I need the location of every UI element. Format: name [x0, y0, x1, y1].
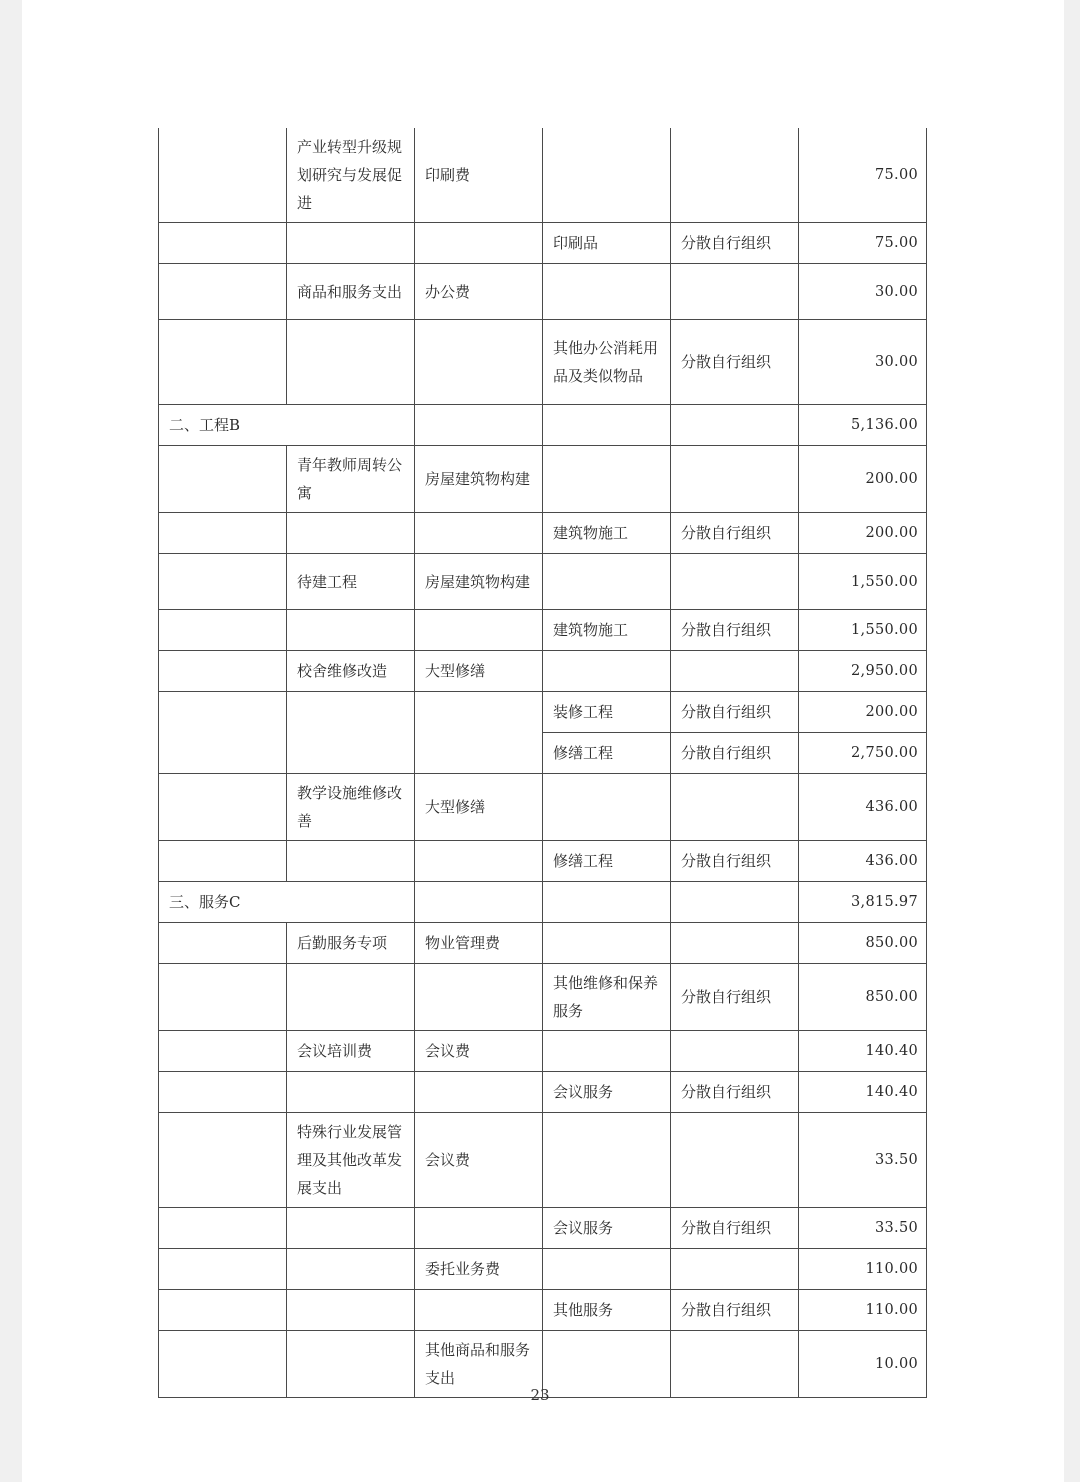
method-cell: 分散自行组织: [671, 964, 799, 1031]
item-cell: 其他维修和保养服务: [543, 964, 671, 1031]
method-cell: [671, 1031, 799, 1072]
project-cell: [287, 223, 415, 264]
table-row: [159, 405, 927, 446]
expense-type-cell: [415, 692, 543, 774]
project-cell: 会议培训费: [287, 1031, 415, 1072]
section-heading-cell: 三、服务C: [159, 882, 415, 923]
expense-type-cell: [415, 320, 543, 405]
amount-cell: 10.00: [799, 1331, 927, 1398]
table-row: [159, 651, 927, 692]
scan-margin-right: [1064, 0, 1080, 1482]
item-cell: [543, 651, 671, 692]
table-row: [159, 554, 927, 610]
amount-cell: 200.00: [799, 513, 927, 554]
page-number: 23: [530, 1386, 550, 1404]
amount-cell: 140.40: [799, 1031, 927, 1072]
item-cell: 其他办公消耗用品及类似物品: [543, 320, 671, 405]
amount-cell: 436.00: [799, 841, 927, 882]
category-cell: [159, 841, 287, 882]
procurement-table-wrapper: [158, 128, 926, 1398]
table-row: [159, 1208, 927, 1249]
category-cell: [159, 446, 287, 513]
method-cell: [671, 264, 799, 320]
method-cell: [671, 923, 799, 964]
scan-margin-left: [0, 0, 22, 1482]
amount-cell: 110.00: [799, 1249, 927, 1290]
expense-type-cell: [415, 882, 543, 923]
amount-cell: 200.00: [799, 692, 927, 733]
item-cell: 修缮工程: [543, 733, 671, 774]
amount-cell: 3,815.97: [799, 882, 927, 923]
method-cell: [671, 651, 799, 692]
item-cell: 会议服务: [543, 1072, 671, 1113]
method-cell: 分散自行组织: [671, 223, 799, 264]
method-cell: [671, 882, 799, 923]
method-cell: [671, 1249, 799, 1290]
project-cell: [287, 610, 415, 651]
table-row: [159, 692, 927, 733]
table-row: [159, 1113, 927, 1208]
project-cell: [287, 1208, 415, 1249]
expense-type-cell: [415, 964, 543, 1031]
item-cell: [543, 554, 671, 610]
amount-cell: 30.00: [799, 264, 927, 320]
method-cell: [671, 774, 799, 841]
method-cell: [671, 128, 799, 223]
item-cell: [543, 1113, 671, 1208]
expense-type-cell: [415, 223, 543, 264]
expense-type-cell: 大型修缮: [415, 774, 543, 841]
category-cell: [159, 610, 287, 651]
project-cell: [287, 1072, 415, 1113]
amount-cell: 75.00: [799, 128, 927, 223]
category-cell: [159, 223, 287, 264]
item-cell: 修缮工程: [543, 841, 671, 882]
method-cell: 分散自行组织: [671, 1208, 799, 1249]
project-cell: 特殊行业发展管理及其他改革发展支出: [287, 1113, 415, 1208]
method-cell: 分散自行组织: [671, 841, 799, 882]
expense-type-cell: 房屋建筑物构建: [415, 554, 543, 610]
table-row: [159, 774, 927, 841]
category-cell: [159, 513, 287, 554]
project-cell: 后勤服务专项: [287, 923, 415, 964]
category-cell: [159, 1208, 287, 1249]
item-cell: [543, 1249, 671, 1290]
table-row: [159, 882, 927, 923]
category-cell: [159, 1113, 287, 1208]
method-cell: 分散自行组织: [671, 733, 799, 774]
table-row: [159, 1031, 927, 1072]
category-cell: [159, 1072, 287, 1113]
table-row: [159, 923, 927, 964]
item-cell: [543, 774, 671, 841]
category-cell: [159, 964, 287, 1031]
table-row: [159, 1290, 927, 1331]
item-cell: 装修工程: [543, 692, 671, 733]
method-cell: [671, 1113, 799, 1208]
project-cell: 教学设施维修改善: [287, 774, 415, 841]
expense-type-cell: 委托业务费: [415, 1249, 543, 1290]
expense-type-cell: [415, 610, 543, 651]
amount-cell: 30.00: [799, 320, 927, 405]
table-row: [159, 1249, 927, 1290]
expense-type-cell: 印刷费: [415, 128, 543, 223]
section-heading-cell: 二、工程B: [159, 405, 415, 446]
expense-type-cell: 办公费: [415, 264, 543, 320]
amount-cell: 75.00: [799, 223, 927, 264]
category-cell: [159, 774, 287, 841]
method-cell: [671, 554, 799, 610]
item-cell: 建筑物施工: [543, 513, 671, 554]
project-cell: 待建工程: [287, 554, 415, 610]
project-cell: [287, 964, 415, 1031]
expense-type-cell: 大型修缮: [415, 651, 543, 692]
table-row: [159, 128, 927, 223]
expense-type-cell: 物业管理费: [415, 923, 543, 964]
category-cell: [159, 554, 287, 610]
amount-cell: 2,750.00: [799, 733, 927, 774]
item-cell: [543, 446, 671, 513]
method-cell: 分散自行组织: [671, 1290, 799, 1331]
amount-cell: 436.00: [799, 774, 927, 841]
project-cell: [287, 1249, 415, 1290]
expense-type-cell: [415, 513, 543, 554]
amount-cell: 850.00: [799, 923, 927, 964]
item-cell: [543, 923, 671, 964]
table-row: [159, 1072, 927, 1113]
category-cell: [159, 651, 287, 692]
item-cell: [543, 1031, 671, 1072]
amount-cell: 2,950.00: [799, 651, 927, 692]
category-cell: [159, 128, 287, 223]
category-cell: [159, 264, 287, 320]
method-cell: [671, 446, 799, 513]
project-cell: [287, 692, 415, 774]
project-cell: 青年教师周转公寓: [287, 446, 415, 513]
project-cell: [287, 1290, 415, 1331]
project-cell: [287, 320, 415, 405]
category-cell: [159, 1031, 287, 1072]
item-cell: [543, 264, 671, 320]
project-cell: [287, 513, 415, 554]
expense-type-cell: [415, 1290, 543, 1331]
expense-type-cell: [415, 405, 543, 446]
method-cell: 分散自行组织: [671, 1072, 799, 1113]
table-row: [159, 610, 927, 651]
method-cell: 分散自行组织: [671, 610, 799, 651]
item-cell: [543, 128, 671, 223]
amount-cell: 1,550.00: [799, 554, 927, 610]
amount-cell: 110.00: [799, 1290, 927, 1331]
item-cell: [543, 405, 671, 446]
item-cell: [543, 882, 671, 923]
expense-type-cell: [415, 1208, 543, 1249]
table-row: [159, 320, 927, 405]
category-cell: [159, 320, 287, 405]
expense-type-cell: [415, 841, 543, 882]
amount-cell: 850.00: [799, 964, 927, 1031]
project-cell: [287, 841, 415, 882]
amount-cell: 200.00: [799, 446, 927, 513]
table-row: [159, 841, 927, 882]
expense-type-cell: 房屋建筑物构建: [415, 446, 543, 513]
item-cell: 会议服务: [543, 1208, 671, 1249]
amount-cell: 1,550.00: [799, 610, 927, 651]
method-cell: [671, 405, 799, 446]
method-cell: 分散自行组织: [671, 320, 799, 405]
amount-cell: 140.40: [799, 1072, 927, 1113]
item-cell: 其他服务: [543, 1290, 671, 1331]
expense-type-cell: [415, 1072, 543, 1113]
amount-cell: 33.50: [799, 1113, 927, 1208]
method-cell: 分散自行组织: [671, 513, 799, 554]
category-cell: [159, 1290, 287, 1331]
method-cell: 分散自行组织: [671, 692, 799, 733]
amount-cell: 5,136.00: [799, 405, 927, 446]
category-cell: [159, 923, 287, 964]
project-cell: 商品和服务支出: [287, 264, 415, 320]
category-cell: [159, 692, 287, 774]
project-cell: 校舍维修改造: [287, 651, 415, 692]
project-cell: 产业转型升级规划研究与发展促进: [287, 128, 415, 223]
item-cell: 印刷品: [543, 223, 671, 264]
item-cell: 建筑物施工: [543, 610, 671, 651]
table-row: [159, 513, 927, 554]
table-row: [159, 223, 927, 264]
expense-type-cell: 会议费: [415, 1031, 543, 1072]
procurement-budget-table: [158, 128, 927, 1398]
expense-type-cell: 会议费: [415, 1113, 543, 1208]
table-row: [159, 964, 927, 1031]
table-row: [159, 264, 927, 320]
amount-cell: 33.50: [799, 1208, 927, 1249]
table-row: [159, 446, 927, 513]
expense-type-cell: 其他商品和服务支出: [415, 1331, 543, 1398]
category-cell: [159, 1249, 287, 1290]
